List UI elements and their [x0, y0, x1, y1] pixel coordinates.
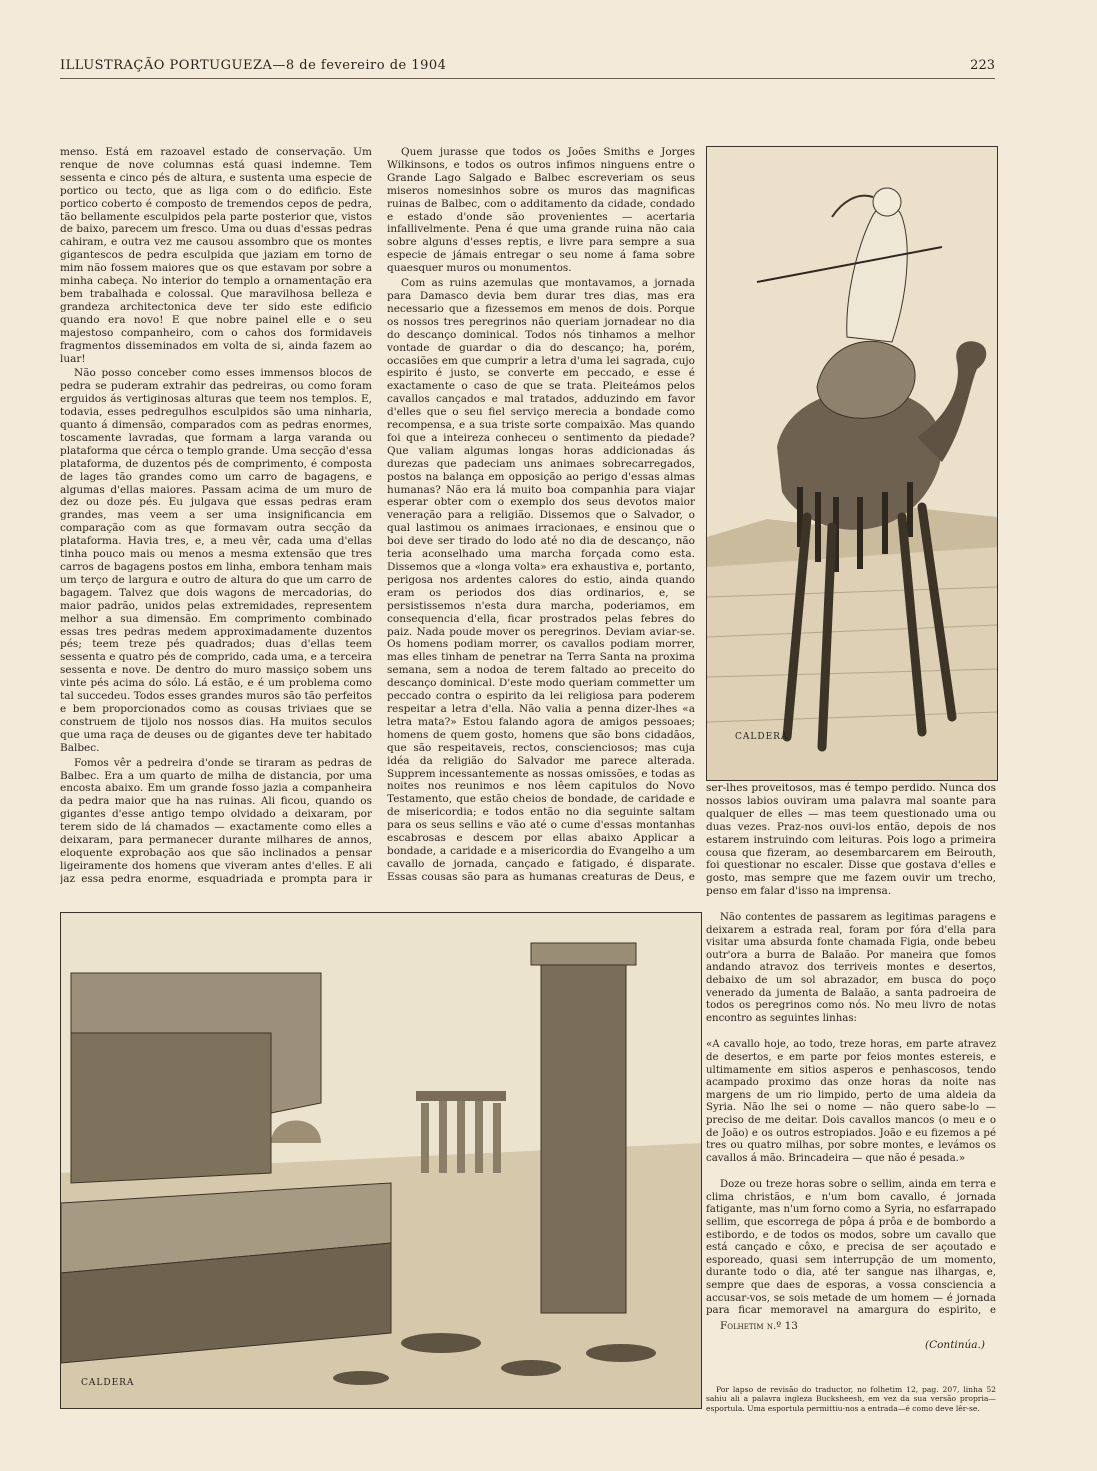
page-number: 223: [970, 58, 995, 73]
text-column-2: [387, 146, 695, 884]
balbec-ruins-illustration: [60, 912, 702, 1409]
page-header: [60, 58, 995, 78]
paragraph: Fomos vêr a pedreira d'onde se tiraram as pedras de Balbec. Era a um quarto de milha de distancia, por uma encosta abaixo. Em um grande fosso jazia a companheira da pedra maior que ha nas ruinas. Ali ficou, quando os gigantes d'esse antigo tempo olvidado a deixaram, por terem sido de lá chamados — exactamente como elles a deixaram, para permanecer durante milhares de annos, eloquente exprobação aos que são inclinados a pensar ligeiramente dos homens que viveram antes d'elles. E ali jaz essa pedra enorme, esquadriada e prompta para ir: [60, 756, 372, 885]
text-column-1: [60, 146, 372, 886]
footnote-text: Por lapso de revisão do traductor, no folhetim 12, pag. 207, linha 52 sahiu ali a palavra ingleza Bucksheesh, em vez da sua versão propria—esportula. Uma esportula permittiu-nos a entrada—é como deve lêr-se.: [706, 1385, 996, 1413]
folhetim-label: Folhetim n.º 13: [720, 1320, 798, 1332]
paragraph: Não contentes de passarem as legitimas paragens e deixarem a estrada real, foram por fóra d'ella para visitar uma absurda fonte chamada Figia, onde bebeu outr'ora a burra de Balaão. Por maneira que fomos andando atravoz dos terriveis montes e desertos, debaixo de um sol abrazador, em busca do poço venerado da jumenta de Balaão, a santa padroeira de todos os peregrinos como nós. No meu livro de notas encontro as seguintes linhas:: [706, 912, 996, 1024]
ruins-drawing: [61, 913, 701, 1408]
continua-label: (Continúa.): [924, 1339, 985, 1351]
text-column-3-bottom: [706, 912, 996, 1317]
header-title: ILLUSTRAÇÃO PORTUGUEZA—8 de fevereiro de 1904: [60, 58, 447, 73]
artist-signature: CALDERA: [81, 1378, 135, 1388]
artist-signature: CALDERA: [735, 732, 789, 742]
notebook-quote: «A cavallo hoje, ao todo, treze horas, em parte atravez de desertos, e em parte por feios montes estereis, e ultimamente em sitios asperos e penhascosos, tendo acampado proximo das onze horas da noite nas margens de um rio limpido, perto de uma aldeia da Syria. Não lhe sei o nome — não quero sabe-lo — preciso de me deitar. Dois cavallos mancos (o meu e o de João) e os outros estropiados. João e eu fizemos a pé tres ou quatro milhas, por sobre montes, e levámos os cavallos á mão. Brincadeira — que não é pesada.»: [706, 1039, 996, 1164]
paragraph: Não posso conceber como esses immensos blocos de pedra se puderam extrahir das pedreiras, ou como foram erguidos ás vertiginosas alturas que teem nos templos. E, todavia, esses pedregulhos esculpidos são uma ninharia, quanto á dimensão, comparados com as pedras enormes, toscamente lavradas, que formam a larga varanda ou plataforma que cérca o templo grande. Uma secção d'essa plataforma, de duzentos pés de comprimento, é composta de lages tão grandes como um carro de bagagens, e algumas d'ellas maiores. Passam acima de um muro de dez ou doze pés. Eu julgava que essas pedras eram grandes, mas veem a ser uma insignificancia em comparação com as que formavam outra secção da plataforma. Havia tres, e, a meu vêr, cada uma d'ellas tinha pouco mais ou menos a mesma extensão que tres carros de bagagens postos em linha, embora tenham mais um terço de largura e outro de altura do que um carro de bagagem. Talvez que dois wagons de mercadorias, do maior padrão, unidos pelas extremidades, representem melhor a sua dimensão. Em comprimento combinado essas tres pedras medem approximadamente duzentos pés; teem treze pés quadrados; duas d'ellas teem sessenta e quatro pés de comprido, cada uma, e a terceira sessenta e nove. De dentro do muro massiço sobem uns vinte pés acima do sólo. Lá estão, e é um problema como tal succedeu. Todos esses grandes muros são tão perfeitos e bem proporcionados como as cousas triviaes que se construem de tijolo nos nossos dias. Ha muitos seculos que uma raça de deuses ou de gigantes deve ter habitado Balbec.: [60, 367, 372, 754]
paragraph: menso. Está em razoavel estado de conservação. Um renque de nove columnas está quasi indemne. Tem sessenta e cinco pés de altura, e sustenta uma especie de portico ou tecto, que as liga com o do edificio. Este portico coberto é composto de tremendos cepos de pedra, tão bellamente esculpidos pela parte posterior que, vistos de baixo, parecem um fresco. Uma ou duas d'essas pedras cahiram, e outra vez me causou assombro que os montes gigantescos de pedra esculpida que jaziam em torno de mim não fossem maiores que os que estavam por sobre a minha cabeça. No interior do templo a ornamentação era bem trabalhada e colossal. Que maravilhosa belleza e grandeza architectonica deve ter sido este edificio quando era novo! E que nobre painel elle e o seu majestoso companheiro, com o cahos dos formidaveis fragmentos disseminados em volta de si, ainda fazem ao luar!: [60, 146, 372, 365]
text-column-3-top: [706, 782, 996, 910]
paragraph: Quem jurasse que todos os Joões Smiths e Jorges Wilkinsons, e todos os outros infimos ninguens entre o Grande Lago Salgado e Balbec escreveriam os seus miseros nomesinhos sobre os muros das magnificas ruinas de Balbec, com o additamento da cidade, condado e estado d'onde são provenientes — acertaria infallivelmente. Pena é que uma grande ruina não caia sobre alguns d'esses reptis, e livre para sempre a sua especie de jámais entregar o seu nome á fama sobre quaesquer muros ou monumentos.: [387, 146, 695, 275]
paragraph: ser-lhes proveitosos, mas é tempo perdido. Nunca dos nossos labios ouviram uma palavra mal soante para qualquer de elles — mas teem questionado uma ou duas vezes. Praz-nos ouvi-los então, depois de nos estarem instruindo com leituras. Pois logo a primeira cousa que fizeram, ao desembarcarem em Beirouth, foi questionar no escaler. Disse que gostava d'elles e gosto, mas sempre que me fazem ouvir um trecho, penso em falar d'isso na imprensa.: [706, 782, 996, 898]
header-rule: [60, 78, 995, 79]
paragraph: Doze ou treze horas sobre o sellim, ainda em terra e clima christãos, e n'um bom cavallo, é jornada fatigante, mas n'um forno como a Syria, no esfarrapado sellim, que escorrega de pôpa á prôa e de bombordo a estibordo, e de todos os modos, sobre um cavallo que está cançado e côxo, e precisa de ser açoutado e esporeado, quasi sem interrupção de um momento, durante todo o dia, até ter sangue nas ilhargas, e, sempre que daes de esporas, a vossa consciencia a accusar-vos, se sois metade de um homem — é jornada para ficar memoravel na amargura do espirito, e: [706, 1179, 996, 1317]
camel-rider-illustration: [706, 146, 998, 781]
paragraph: Com as ruins azemulas que montavamos, a jornada para Damasco devia bem durar tres dias, mas era necessario que a fizessemos em menos de dois. Porque os nossos tres peregrinos não queriam jornadear no dia do descanço dominical. Todos nós tinhamos a melhor vontade de guardar o dia do descanço; ha, porém, occasiões em que cumprir a letra d'uma lei sagrada, cujo espirito é justo, se converte em peccado, e esse é exactamente o caso de que se trata. Pleiteámos pelos cavallos cançados e mal tratados, adduzindo em favor d'elles que o seu fiel serviço merecia a bondade como recompensa, e a sua triste sorte compaixão. Mas quando foi que a inteireza conheceu o sentimento da piedade? Que valiam algumas longas horas addicionadas ás durezas que padeciam uns animaes sobrecarregados, postos na balança em opposição ao perigo d'essas almas humanas? Não era lá muito boa companhia para viajar esperar obter com o exemplo dos seus devotos maior veneração para a religião. Dissemos que o Salvador, o qual lastimou os animaes irracionaes, e ensinou que o boi deve ser tirado do lodo até no dia de descanço, não teria aconselhado uma marcha forçada como esta. Dissemos que a «longa volta» era exhaustiva e, portanto, perigosa nos ardentes calores do estio, ainda quando eram os periodos dos dias ordinarios, e, se persistissemos n'esta dura marcha, poderiamos, em consequencia d'ella, ficar prostrados pelas febres do paiz. Nada poude mover os peregrinos. Deviam aviar-se. Os homens podiam morrer, os cavallos podiam morrer, mas elles tinham de penetrar na Terra Santa na proxima semana, sem a nodoa de terem faltado ao preceito do descanço dominical. D'este modo queriam commetter um peccado contra o espirito da lei religiosa para poderem respeitar a letra d'ella. Não valia a penna dizer-lhes «a letra mata?» Estou falando agora de amigos pessoaes; homens de quem gosto, homens que são bons cidadãos, que são respeitaveis, rectos, conscienciosos; mas cuja idéa da religião do Salvador me parece alterada. Supprem incessantemente as nossas omissões, e todas as noites nos reunimos e nos lêem capitulos do Novo Testamento, que estão cheios de bondade, de caridade e de misericordia; e todos então no dia seguinte saltam para os seus sellins e vão até o cume d'essas montanhas escabrosas e descem por ellas abaixo Applicar a bondade, a caridade e a misericordia do Evangelho a um cavallo de jornada, cançado e fatigado, é disparate. Essas cousas são para as humanas creaturas de Deus, e: [387, 277, 695, 883]
footnote: [706, 1385, 996, 1413]
camel-rider-drawing: [707, 147, 997, 780]
